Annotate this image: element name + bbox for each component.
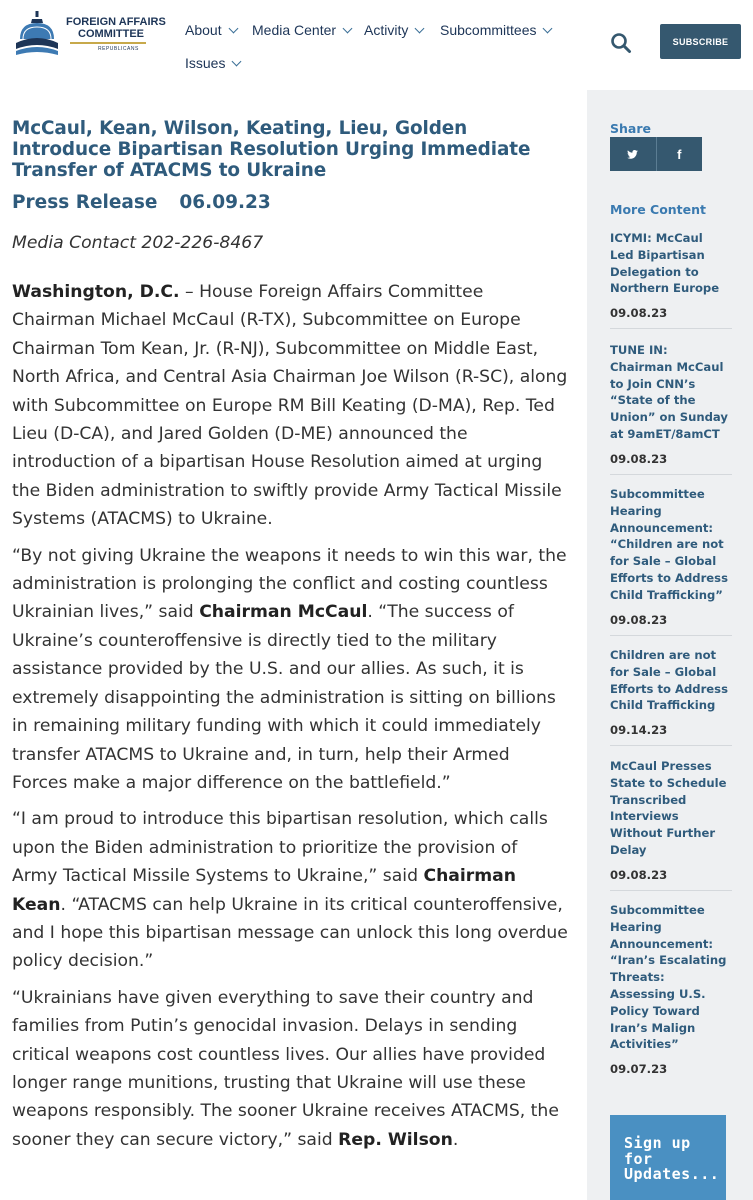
divider	[610, 328, 732, 329]
nav-activity[interactable]	[364, 22, 423, 38]
facebook-icon: f	[677, 146, 682, 162]
logo-line-2: COMMITTEE	[78, 27, 144, 40]
article-date: 06.09.23	[179, 192, 271, 213]
list-item-title[interactable]: ICYMI: McCaul Led Bipartisan Delegation to Northern Europe	[610, 231, 720, 296]
list-item[interactable]	[610, 758, 728, 891]
divider	[610, 635, 732, 636]
nav-about-label: About	[185, 22, 222, 38]
sidebar	[587, 90, 753, 1200]
list-item-date: 09.08.23	[610, 451, 668, 466]
nav-about[interactable]	[185, 22, 237, 38]
list-item[interactable]	[610, 902, 728, 1076]
list-item-title[interactable]: TUNE IN: Chairman McCaul to Join CNN’s “State of the Union” on Sunday at 9amET/8amCT	[610, 343, 728, 441]
article-type: Press Release	[12, 192, 158, 213]
list-item[interactable]	[610, 230, 728, 329]
speaker-name: Chairman Kean	[12, 866, 517, 915]
paragraph-text: – House Foreign Affairs Committee Chairman Michael McCaul (R-TX), Subcommittee on Europe Chairman Tom Kean, Jr. (R-NJ), Subcommittee on Middle East, North Africa, and Central Asia Chairman Joe Wilson (R-SC), along with Subcommittee on Europe RM Bill Keating (D-MA), Rep. Ted Lieu (D-CA), and Jared Golden (D-ME) announced the introduction of a bipartisan House Resolution aimed at urging the Biden administration to swiftly provide Army Tactical Missile Systems (ATACMS) to Ukraine.	[12, 282, 568, 530]
chevron-down-icon	[415, 24, 425, 34]
speaker-name: Chairman McCaul	[199, 602, 368, 623]
nav-issues[interactable]	[185, 55, 240, 71]
twitter-share-button[interactable]	[610, 137, 656, 171]
share-buttons	[610, 137, 702, 171]
paragraph-text: . “The success of Ukraine’s counteroffensive is directly tied to the military assistance provided by the U.S. and our allies. As such, it is extremely disappointing the administration is sitting on billions in remaining military funding with which it could immediately transfer ATACMS to Ukraine and, in turn, help their Armed Forces make a major difference on the battlefield.”	[12, 602, 556, 793]
article-title: McCaul, Kean, Wilson, Keating, Lieu, Golden Introduce Bipartisan Resolution Urging Immediate Transfer of ATACMS to Ukraine	[12, 118, 531, 181]
article-meta	[12, 192, 568, 213]
list-item-date: 09.07.23	[610, 1062, 668, 1077]
speaker-name: Rep. Wilson	[338, 1129, 453, 1150]
list-item-title[interactable]: Subcommittee Hearing Announcement: “Children are not for Sale – Global Efforts to Address Child Trafficking”	[610, 487, 728, 602]
paragraph	[12, 805, 568, 975]
more-content-label: More Content	[610, 202, 707, 217]
paragraph-text: “By not giving Ukraine the weapons it needs to win this war, the administration is prolonging the conflict and costing countless Ukrainian lives,” said	[12, 545, 567, 623]
article	[12, 118, 568, 1154]
list-item-date: 09.14.23	[610, 723, 668, 738]
list-item-date: 09.08.23	[610, 867, 668, 882]
capitol-dome-icon	[12, 9, 62, 59]
nav-media-center-label: Media Center	[252, 22, 337, 38]
list-item-date: 09.08.23	[610, 306, 668, 321]
share-label: Share	[610, 121, 651, 136]
subscribe-button[interactable]: SUBSCRIBE	[660, 24, 741, 59]
facebook-share-button[interactable]	[656, 137, 703, 171]
signup-line: for	[624, 1149, 653, 1168]
nav-subcommittees[interactable]	[440, 22, 551, 38]
twitter-icon	[627, 150, 638, 159]
divider	[610, 474, 732, 475]
list-item-title[interactable]: Subcommittee Hearing Announcement: “Iran’s Escalating Threats: Assessing U.S. Policy Toward Iran’s Malign Activities”	[610, 903, 727, 1052]
list-item-title[interactable]: McCaul Presses State to Schedule Transcribed Interviews Without Further Delay	[610, 759, 727, 857]
divider	[610, 890, 732, 891]
search-icon[interactable]	[610, 32, 632, 54]
paragraph-text: . “ATACMS can help Ukraine in its critical counteroffensive, and I hope this bipartisan message can unlock this long overdue policy decision.”	[12, 894, 568, 972]
nav-media-center[interactable]	[252, 22, 351, 38]
paragraph-text: “Ukrainians have given everything to save their country and families from Putin’s genocidal invasion. Delays in sending critical weapons cost countless lives. Our allies have provided longer range munitions, trusting that Ukraine will use these weapons responsibly. The sooner Ukraine receives ATACMS, the sooner they can secure victory,” said	[12, 987, 559, 1150]
paragraph-text: .	[452, 1129, 459, 1150]
logo-rule	[70, 42, 146, 44]
logo-line-3: REPUBLICANS	[98, 45, 139, 52]
divider	[610, 745, 732, 746]
chevron-down-icon	[228, 24, 238, 34]
site-header	[0, 0, 753, 90]
logo-wordmark	[66, 17, 166, 52]
list-item[interactable]	[610, 342, 728, 475]
committee-logo[interactable]	[12, 6, 172, 62]
list-item[interactable]	[610, 647, 728, 746]
paragraph	[12, 984, 568, 1154]
signup-line: Sign up	[624, 1134, 691, 1152]
logo-line-1: FOREIGN AFFAIRS	[66, 15, 166, 28]
media-contact: Media Contact 202-226-8467	[12, 233, 264, 253]
list-item[interactable]	[610, 486, 728, 636]
chevron-down-icon	[232, 57, 242, 67]
list-item-date: 09.08.23	[610, 612, 668, 627]
paragraph	[12, 542, 568, 798]
paragraph-text: “I am proud to introduce this bipartisan resolution, which calls upon the Biden administration to prioritize the provision of Army Tactical Missile Systems to Ukraine,” said	[12, 809, 548, 887]
nav-subcommittees-label: Subcommittees	[440, 22, 537, 38]
signup-line: Updates...	[624, 1165, 720, 1183]
list-item-title[interactable]: Children are not for Sale – Global Efforts to Address Child Trafficking	[610, 648, 728, 713]
paragraph	[12, 278, 568, 534]
chevron-down-icon	[343, 24, 353, 34]
chevron-down-icon	[543, 24, 553, 34]
signup-button[interactable]	[610, 1115, 726, 1200]
nav-issues-label: Issues	[185, 55, 226, 71]
dateline: Washington, D.C.	[12, 282, 180, 302]
nav-activity-label: Activity	[364, 22, 409, 38]
